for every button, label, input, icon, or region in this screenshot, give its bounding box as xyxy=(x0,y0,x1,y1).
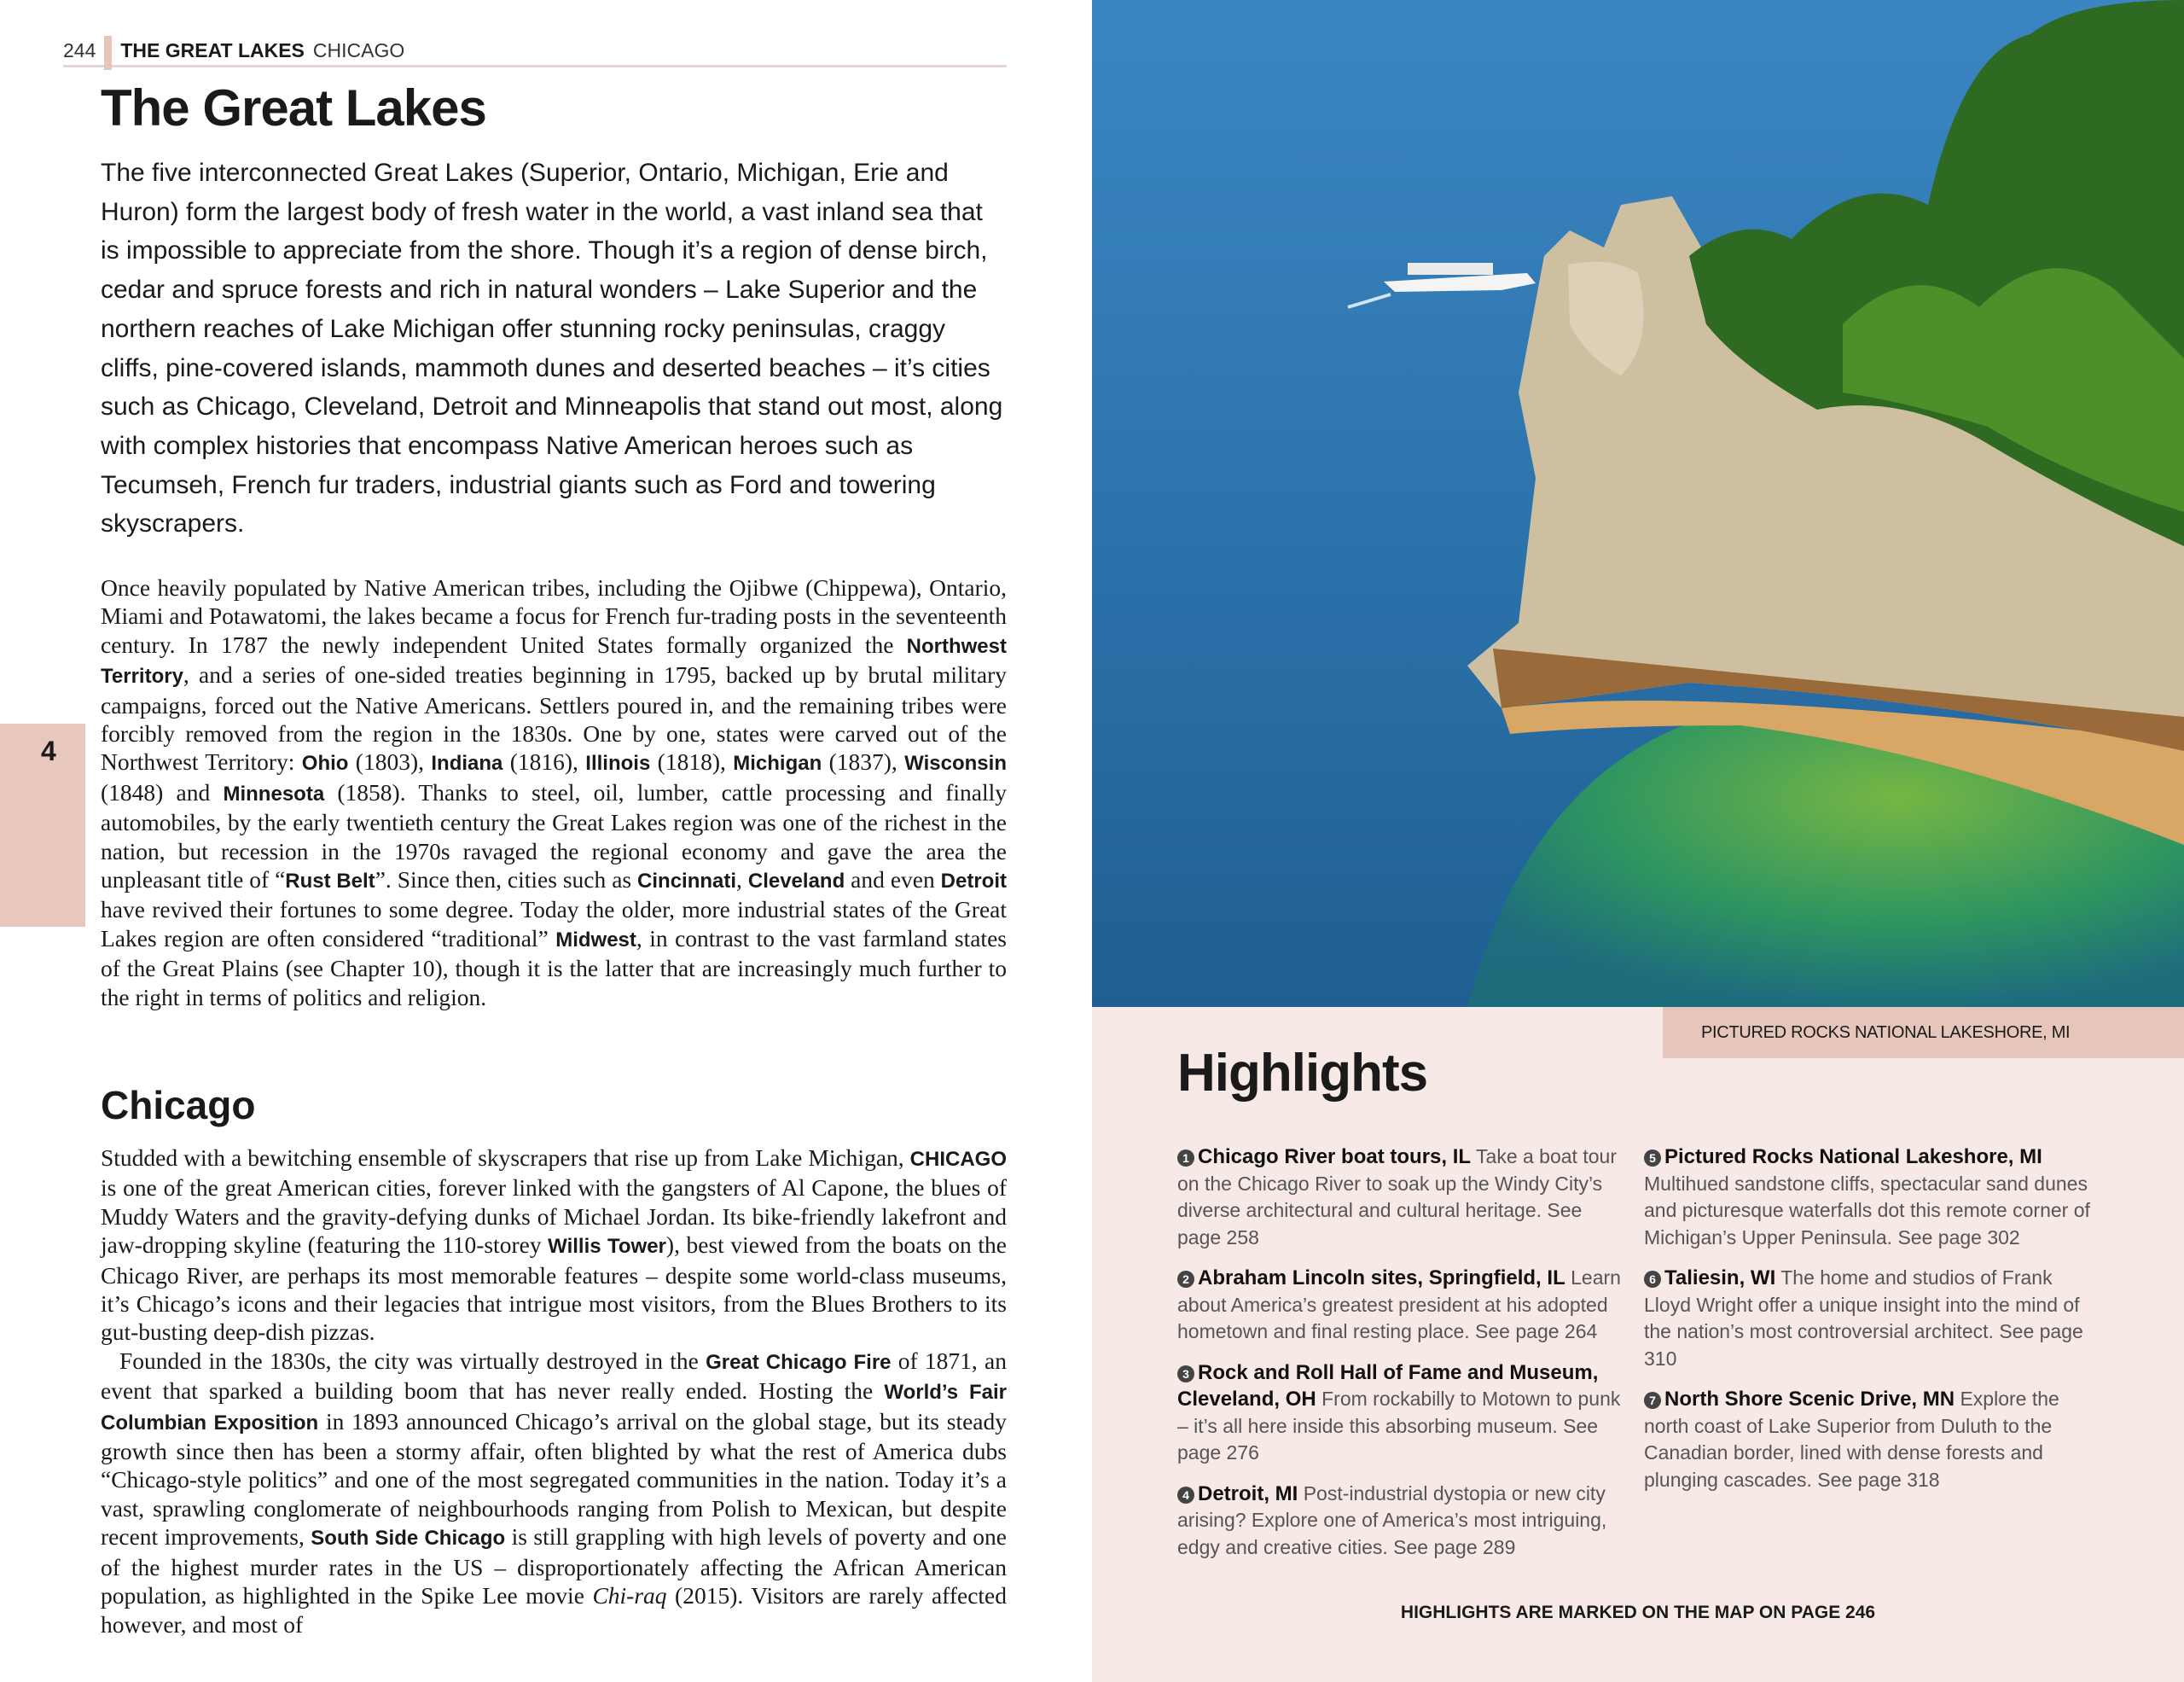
text-run: , and a series of one-sided treaties beginning in 1795, backed up by brutal military campaigns, forced out the Native Americans. Settlers poured in, and the remaining tribes were forcibly removed from the region in the 1830s. One by one, states were carved out of the Northwest Territory: xyxy=(101,661,1007,776)
text-run: (1858). Thanks to steel, oil, lumber, cattle processing and finally automobiles, by the early twentieth century the Great Lakes region was one of the richest in the nation, but recession in the 1970s ravaged the regional economy and gave the area the unpleasant title of “ xyxy=(101,778,1007,893)
text-run: (1818), xyxy=(650,748,734,776)
highlight-text: The home and studios of Frank Lloyd Wright offer a unique insight into the mind of the nation’s most controversial architect. See page 310 xyxy=(1644,1266,2083,1370)
number-badge-icon: 5 xyxy=(1644,1149,1661,1167)
number-badge-icon: 6 xyxy=(1644,1271,1661,1288)
chapter-tab xyxy=(0,724,85,927)
text-run: ”. Since then, cities such as xyxy=(375,866,638,893)
highlight-title: Detroit, MI xyxy=(1198,1481,1298,1505)
text-run: (1837), xyxy=(822,748,905,776)
chicago-text xyxy=(101,1144,1007,1638)
highlight-title: Pictured Rocks National Lakeshore, MI xyxy=(1664,1145,2042,1168)
highlight-item xyxy=(1644,1265,2096,1372)
bold-term: Wisconsin xyxy=(904,752,1007,776)
bold-term: Rust Belt xyxy=(285,870,375,893)
text-run: ), best viewed from the boats on the Chicago River, are perhaps its most memorable features – despite some world-class museums, it’s Chicago’s icons and their legacies that intrigue most visitors, from the Blues Brothers to its gut-busting deep-dish pizzas. xyxy=(101,1231,1007,1346)
highlight-title: Chicago River boat tours, IL xyxy=(1198,1145,1472,1168)
highlight-title: Rock and Roll Hall of Fame and Museum, Cleveland, OH xyxy=(1177,1360,1599,1411)
text-run: (1816), xyxy=(502,748,586,776)
bold-term: Detroit xyxy=(940,870,1008,893)
intro-paragraph: The five interconnected Great Lakes (Superior, Ontario, Michigan, Erie and Huron) form the largest body of fresh water in the world, a vast inland sea that is impossible to appreciate from the shore. Though it’s a region of dense birch, cedar and spruce forests and rich in natural wonders – Lake Superior and the northern reaches of Lake Michigan offer stunning rocky peninsulas, craggy cliffs, pine-covered islands, mammoth dunes and deserted beaches – it’s cities such as Chicago, Cleveland, Detroit and Minneapolis that stand out most, along with complex histories that encompass Native American heroes such as Tecumseh, French fur traders, industrial giants such as Ford and towering skyscrapers. xyxy=(101,159,1003,538)
chicago-paragraph-1 xyxy=(101,1144,1007,1347)
text-run: and even xyxy=(845,866,941,893)
accent-bar xyxy=(104,36,112,70)
chicago-paragraph-2 xyxy=(101,1347,1007,1638)
highlight-text: Learn about America’s greatest president at his adopted hometown and final resting place. See page 264 xyxy=(1177,1266,1621,1342)
page-number: 244 xyxy=(63,39,96,61)
text-run: , xyxy=(736,866,748,893)
text-run: is still grappling with high levels of poverty and one of the highest murder rates in the US – disproportionately affecting the African American population, as highlighted in the Spike Lee movie xyxy=(101,1523,1008,1609)
chicago-heading: Chicago xyxy=(101,1083,256,1127)
highlight-item xyxy=(1177,1265,1629,1346)
highlight-item xyxy=(1177,1359,1629,1467)
bold-term: Indiana xyxy=(431,752,503,776)
text-run: , in contrast to the vast farmland states of the Great Plains (see Chapter 10), though it is the latter that are increasingly much further to the right in terms of politics and religion. xyxy=(101,924,1007,1010)
chapter-number: 4 xyxy=(41,736,56,766)
bold-term: South Side Chicago xyxy=(311,1527,506,1551)
bold-term: World’s Fair Columbian Exposition xyxy=(101,1381,1007,1435)
highlight-item xyxy=(1177,1481,1629,1562)
highlight-text: Take a boat tour on the Chicago River to soak up the Windy City’s diverse architectural and cultural heritage. See page 258 xyxy=(1177,1145,1617,1248)
highlight-item xyxy=(1644,1386,2096,1493)
number-badge-icon: 3 xyxy=(1177,1365,1194,1382)
bold-term: Cincinnati xyxy=(637,870,737,893)
running-head-section: THE GREAT LAKES xyxy=(120,39,305,61)
bold-term: Great Chicago Fire xyxy=(706,1350,892,1374)
highlight-title: Abraham Lincoln sites, Springfield, IL xyxy=(1198,1266,1565,1289)
number-badge-icon: 1 xyxy=(1177,1149,1194,1167)
lakeshore-photo xyxy=(1092,0,2184,1007)
number-badge-icon: 7 xyxy=(1644,1392,1661,1409)
bold-term: Cleveland xyxy=(747,870,845,893)
highlight-title: North Shore Scenic Drive, MN xyxy=(1664,1388,1955,1411)
text-run: Founded in the 1830s, the city was virtually destroyed in the xyxy=(119,1347,706,1374)
photo-caption: PICTURED ROCKS NATIONAL LAKESHORE, MI xyxy=(1663,1007,2184,1058)
bold-term: Ohio xyxy=(301,752,349,776)
history-paragraph xyxy=(101,573,1007,1011)
highlight-text: Multihued sandstone cliffs, spectacular sand dunes and picturesque waterfalls dot this remote corner of Michigan’s Upper Peninsula. See page 302 xyxy=(1644,1172,2090,1248)
page-title: The Great Lakes xyxy=(101,79,486,137)
text-run: Once heavily populated by Native American tribes, including the Ojibwe (Chippewa), Ontario, Miami and Potawatomi, the lakes became a focus for French fur-trading posts in the seventeenth century. In 1787 the newly independent United States formally organized the xyxy=(101,574,1007,658)
italic-title: Chi-raq xyxy=(592,1582,667,1609)
text-run: is one of the great American cities, forever linked with the gangsters of Al Capone, the blues of Muddy Waters and the gravity-defying dunks of Michael Jordan. Its bike-friendly lakefront and jaw-dropping skyline (featuring the 110-storey xyxy=(101,1174,1007,1259)
bold-term: CHICAGO xyxy=(909,1148,1007,1171)
text-run: have revived their fortunes to some degree. Today the older, more industrial states of the Great Lakes region are often considered “traditional” xyxy=(101,896,1007,952)
highlight-title: Taliesin, WI xyxy=(1664,1266,1776,1289)
text-run: in 1893 announced Chicago’s arrival on the global stage, but its steady growth since then has been a stormy affair, often blighted by what the rest of America dubs “Chicago-style politics” and one of the most segregated communities in the nation. Today it’s a vast, sprawling conglomerate of neighbourhoods ranging from Polish to Mexican, but despite recent improvements, xyxy=(101,1407,1008,1551)
text-run: (2015). Visitors are rarely affected however, and most of xyxy=(101,1582,1007,1638)
number-badge-icon: 4 xyxy=(1177,1487,1194,1504)
bold-term: Midwest xyxy=(555,928,636,952)
bold-term: Minnesota xyxy=(223,782,325,806)
right-page xyxy=(1092,0,2184,1682)
highlights-heading: Highlights xyxy=(1177,1044,1428,1103)
highlight-item xyxy=(1177,1144,1629,1251)
highlight-text: Explore the north coast of Lake Superior from Duluth to the Canadian border, lined with dense forests and plunging cascades. See page 318 xyxy=(1644,1388,2059,1491)
text-run: (1803), xyxy=(348,748,432,776)
highlights-column-2 xyxy=(1644,1144,2096,1507)
highlights-column-1 xyxy=(1177,1144,1629,1574)
map-note: HIGHLIGHTS ARE MARKED ON THE MAP ON PAGE 246 xyxy=(1400,1603,1876,1622)
number-badge-icon: 2 xyxy=(1177,1271,1194,1288)
running-head xyxy=(63,36,1007,67)
highlight-text: Post-industrial dystopia or new city arising? Explore one of America’s most intriguing, edgy and creative cities. See page 289 xyxy=(1177,1481,1607,1558)
running-head-subsection: CHICAGO xyxy=(312,39,405,61)
bold-term: Northwest Territory xyxy=(101,634,1007,689)
text-run: of 1871, an event that sparked a building boom that has never really ended. Hosting the xyxy=(101,1347,1007,1405)
highlight-text: From rockabilly to Motown to punk – it’s all here inside this absorbing museum. See page 276 xyxy=(1177,1388,1621,1464)
bold-term: Willis Tower xyxy=(548,1235,666,1259)
highlight-item xyxy=(1644,1144,2096,1251)
text-run: (1848) and xyxy=(101,778,224,806)
bold-term: Michigan xyxy=(733,752,822,776)
bold-term: Illinois xyxy=(585,752,651,776)
text-run: Studded with a bewitching ensemble of skyscrapers that rise up from Lake Michigan, xyxy=(101,1144,910,1171)
